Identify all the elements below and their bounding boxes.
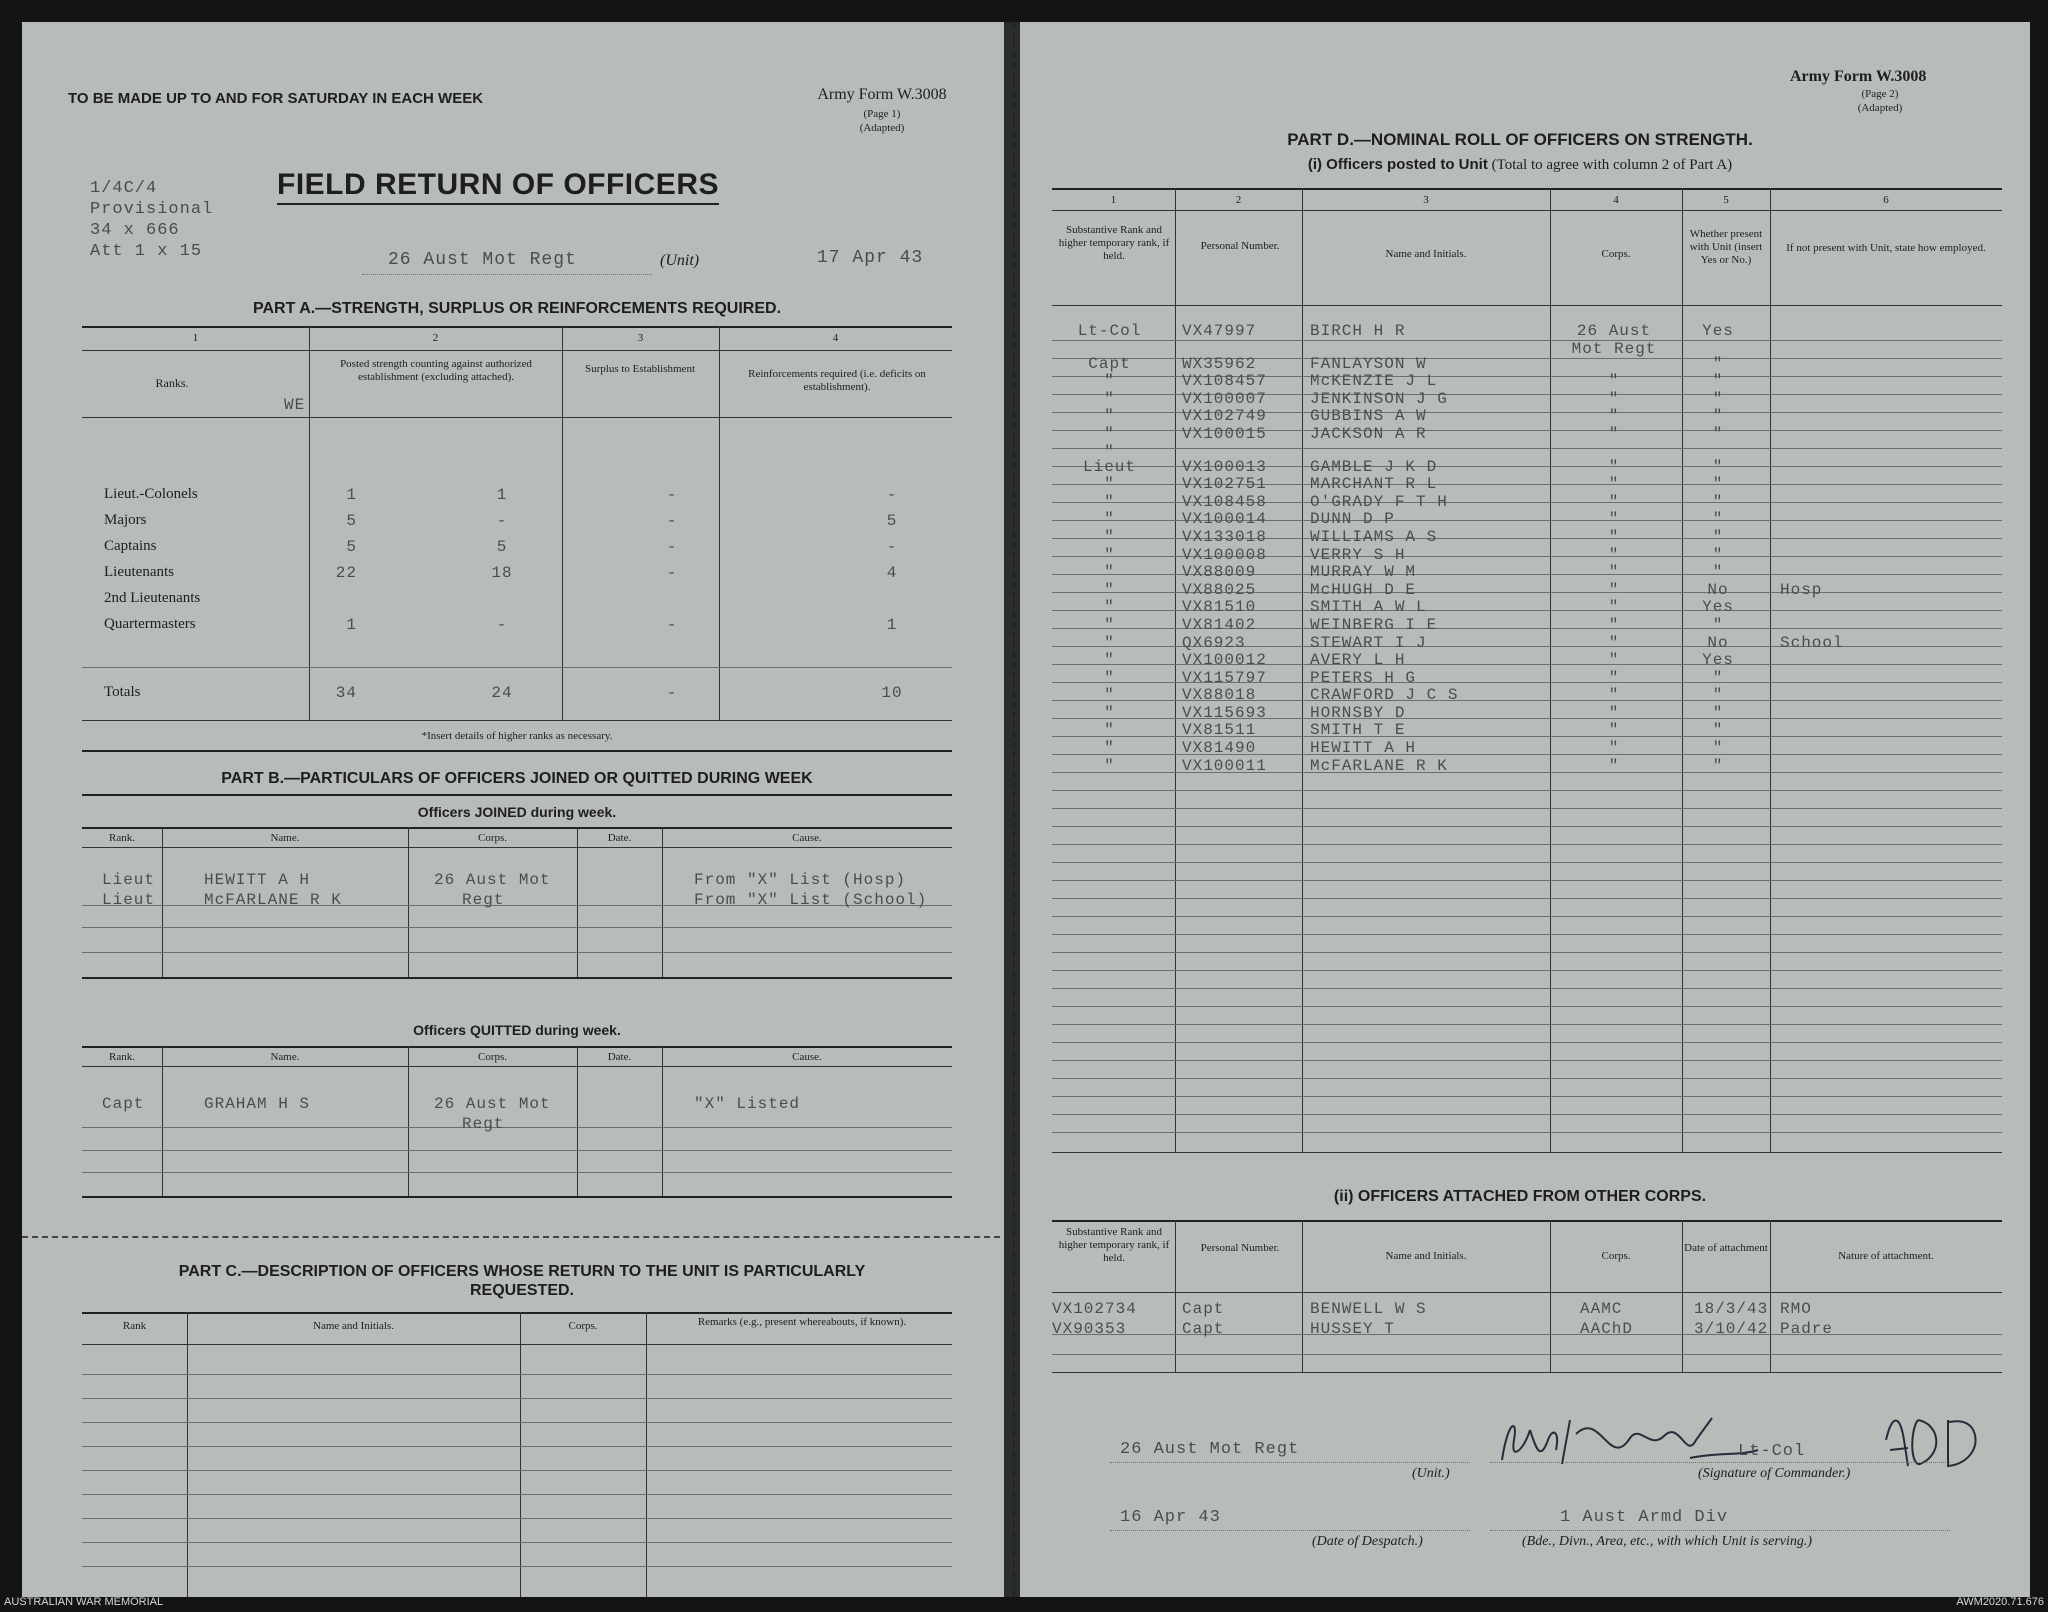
area-value: 1 Aust Armd Div [1560,1508,1729,1527]
tear-line [22,1236,1010,1238]
strength-table [82,484,952,640]
table-row: " VX133018 WILLIAMS A S " " [1104,527,1724,546]
col-header: Date. [607,1051,632,1063]
table-row: VX102734 Capt BENWELL W S AAMC 18/3/43 RMO [1052,1300,1812,1318]
col-header: Name. [270,1051,300,1063]
table-row: Lieutenants 22 18 - 4 [104,564,898,582]
col-header: Cause. [792,1051,822,1063]
col-header: Substantive Rank and higher temporary rank, if held. [1058,1226,1170,1264]
table-row: Capt GRAHAM H S 26 Aust Mot "X" Listed [102,1095,801,1113]
attached-title: (ii) OFFICERS ATTACHED FROM OTHER CORPS. [1333,1188,1707,1205]
stamp-line: 34 x 666 [90,221,180,240]
page-number: (Page 1) [863,108,901,120]
col-header: Corps. [477,1051,508,1063]
quitted-title: Officers QUITTED during week. [413,1022,621,1038]
part-c-title: PART C.—DESCRIPTION OF OFFICERS WHOSE RETURN TO THE UNIT IS PARTICULARLY REQUESTED. [178,1263,866,1299]
totals-row: Totals 34 24 - 10 [104,684,903,702]
table-row: " VX88018 CRAWFORD J C S " " [1104,686,1724,705]
table-row: " [1104,442,1115,461]
attached-list [1052,1300,2002,1340]
table-row: " VX81511 SMITH T E " " [1104,721,1724,740]
table-row: " VX81510 SMITH A W L " Yes [1104,598,1734,617]
area-label: (Bde., Divn., Area, etc., with which Unit is serving.) [1522,1534,1813,1549]
sig-unit-label: (Unit.) [1412,1466,1450,1481]
despatch-label: (Date of Despatch.) [1312,1534,1423,1549]
stamp-block [90,178,213,262]
adapted-label: (Adapted) [1857,102,1903,114]
table-row: " VX100014 DUNN D P " " [1104,510,1724,529]
col-header: Nature of attachment. [1838,1250,1934,1262]
col-number: 3 [637,332,644,344]
header-posted: Posted strength counting against authorized establishment (excluding attached). [340,358,532,383]
page-title: FIELD RETURN OF OFFICERS [277,168,719,205]
quitted-list [82,1094,952,1134]
col-header: If not present with Unit, state how employed. [1786,242,1986,254]
col-header: Whether present with Unit (insert Yes or No.) [1689,228,1763,266]
table-row: " VX88009 MURRAY W M " " [1104,563,1724,582]
left-page [22,22,1010,1597]
header-we: WE [284,396,306,414]
header-reinforcements: Reinforcements required (i.e. deficits on establishment). [748,368,926,393]
table-row: " VX81402 WEINBERG I E " " [1104,615,1724,634]
col-header: Name and Initials. [1385,1250,1467,1262]
stamp-line: Provisional [90,200,214,219]
part-b-title: PART B.—PARTICULARS OF OFFICERS JOINED OR QUITTED DURING WEEK [221,770,813,787]
col-header: Personal Number. [1200,1242,1280,1254]
table-row: " VX108457 McKENZIE J L " " [1104,372,1724,391]
col-header: Corps. [1601,1250,1631,1262]
col-header: Name and Initials. [1385,248,1467,260]
table-row: " VX102749 GUBBINS A W " " [1104,407,1724,426]
col-header: Corps. [1601,248,1631,260]
table-row: VX90353 Capt HUSSEY T AAChD 3/10/42 Padre [1052,1320,1834,1338]
page-number: (Page 2) [1861,88,1899,100]
col-header: Name and Initials. [313,1320,394,1332]
col-number: 3 [1423,194,1429,206]
archive-credit: AUSTRALIAN WAR MEMORIAL [4,1596,164,1608]
nominal-roll [1052,322,2002,774]
stamp-line: 1/4C/4 [90,179,158,198]
table-row: Regt [462,1115,505,1133]
table-row: " VX88025 McHUGH D E " No Hosp [1104,580,1823,599]
header-ranks: Ranks. [155,376,189,390]
table-row: " VX100007 JENKINSON J G " " [1104,389,1724,408]
table-row: Quartermasters 1 - - 1 [104,616,898,634]
table-row: " VX115693 HORNSBY D " " [1104,703,1724,722]
col-number: 6 [1883,194,1889,206]
col-header: Date. [607,832,632,844]
col-number: 4 [832,332,839,344]
part-a-title: PART A.—STRENGTH, SURPLUS OR REINFORCEMENTS REQUIRED. [252,300,782,317]
adapted-label: (Adapted) [859,122,905,134]
unit-value: 26 Aust Mot Regt [388,250,577,270]
commander-title: Lt-Col [1738,1442,1806,1461]
table-row: Capt WX35962 FANLAYSON W " [1088,354,1724,373]
table-row: Lieut HEWITT A H 26 Aust Mot From "X" List (Hosp) [102,871,907,889]
stamp-line: Att 1 x 15 [90,242,203,261]
table-row: " VX115797 PETERS H G " " [1104,668,1724,687]
col-header: Remarks (e.g., present whereabouts, if known). [697,1316,907,1328]
col-header: Rank [122,1320,147,1332]
col-header: Date of attachment [1684,1242,1768,1254]
table-row: Mot Regt [1571,339,1657,358]
army-form-label: Army Form W.3008 [1790,68,1927,85]
table-row: " VX100011 McFARLANE R K " " [1104,756,1724,775]
col-header: Cause. [792,832,822,844]
col-number: 1 [192,332,199,344]
right-page [1020,22,2030,1597]
col-number: 1 [1110,194,1117,206]
archive-reference: AWM2020.71.676 [1956,1596,2044,1608]
col-number: 5 [1723,194,1729,206]
col-header: Name. [270,832,300,844]
joined-list [82,870,952,910]
return-date: 17 Apr 43 [817,248,924,268]
unit-label: (Unit) [660,252,700,269]
table-row: " VX81490 HEWITT A H " " [1104,739,1724,758]
table-row: 2nd Lieutenants [104,590,201,606]
col-number: 4 [1613,194,1619,206]
joined-title: Officers JOINED during week. [417,804,617,820]
table-row: " VX100015 JACKSON A R " " [1104,424,1724,443]
table-row: Lieut.-Colonels 1 1 - - [104,486,898,504]
army-form-label: Army Form W.3008 [817,86,947,103]
col-header: Rank. [109,832,135,844]
col-header: Corps. [568,1320,598,1332]
col-number: 2 [1235,194,1242,206]
part-d-title: PART D.—NOMINAL ROLL OF OFFICERS ON STRENGTH. [1287,130,1753,149]
table-row: Lieut McFARLANE R K Regt From "X" List (School) [102,891,928,909]
table-row: " VX102751 MARCHANT R L " " [1104,475,1724,494]
col-number: 2 [432,332,439,344]
sig-unit-value: 26 Aust Mot Regt [1120,1440,1300,1459]
col-header: Substantive Rank and higher temporary rank, if held. [1058,224,1170,262]
table-row: " VX108458 O'GRADY F T H " " [1104,492,1724,511]
table-row: " QX6923 STEWART I J " No School [1104,633,1844,652]
table-row: Captains 5 5 - - [104,538,898,556]
table-row: Lt-Col VX47997 BIRCH H R 26 Aust Yes [1077,322,1734,340]
col-header: Personal Number. [1200,240,1280,252]
col-header: Corps. [477,832,508,844]
col-header: Rank. [109,1051,135,1063]
top-instruction: TO BE MADE UP TO AND FOR SATURDAY IN EACH WEEK [68,90,484,107]
table-row: Majors 5 - - 5 [104,512,898,530]
part-a-footnote: *Insert details of higher ranks as necessary. [421,730,613,742]
table-row: Lieut VX100013 GAMBLE J K D " " [1082,457,1724,476]
header-surplus: Surplus to Establishment [585,363,695,375]
table-row: " VX100012 AVERY L H " Yes [1104,651,1734,670]
part-d-subtitle: (i) Officers posted to Unit (Total to agree with column 2 of Part A) [1307,156,1733,173]
despatch-date: 16 Apr 43 [1120,1508,1221,1527]
commander-label: (Signature of Commander.) [1698,1466,1851,1481]
table-row: " VX100008 VERRY S H " " [1104,545,1724,564]
